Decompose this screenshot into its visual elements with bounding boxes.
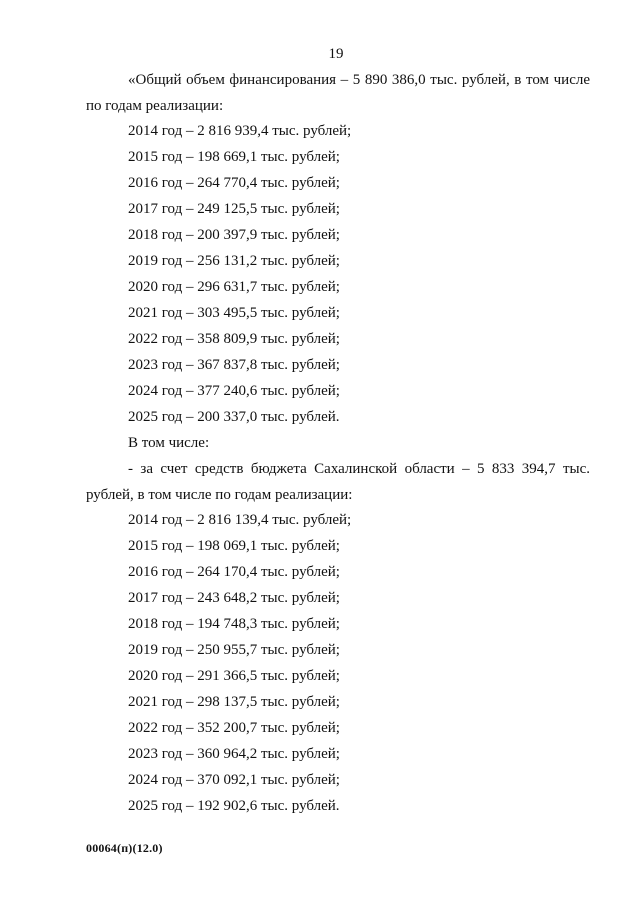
list-item: 2019 год – 250 955,7 тыс. рублей; xyxy=(128,642,340,658)
financing-intro-text: «Общий объем финансирования – 5 890 386,0 тыс. рублей, в том числе по годам реализации: xyxy=(86,72,590,114)
financing-intro xyxy=(86,67,590,119)
list-item: 2015 год – 198 069,1 тыс. рублей; xyxy=(128,538,340,554)
list-item: 2020 год – 296 631,7 тыс. рублей; xyxy=(128,279,340,295)
document-code: 00064(п)(12.0) xyxy=(86,841,163,855)
list-item: 2022 год – 352 200,7 тыс. рублей; xyxy=(128,720,340,736)
list-item: 2024 год – 370 092,1 тыс. рублей; xyxy=(128,772,340,788)
page-number: 19 xyxy=(328,46,344,62)
list-item: 2020 год – 291 366,5 тыс. рублей; xyxy=(128,668,340,684)
list-item: 2024 год – 377 240,6 тыс. рублей; xyxy=(128,383,340,399)
list-item: 2018 год – 200 397,9 тыс. рублей; xyxy=(128,227,340,243)
list-item: 2015 год – 198 669,1 тыс. рублей; xyxy=(128,149,340,165)
list-item: 2021 год – 298 137,5 тыс. рублей; xyxy=(128,694,340,710)
list-item: 2016 год – 264 170,4 тыс. рублей; xyxy=(128,564,340,580)
in-that-label: В том числе: xyxy=(128,435,210,451)
list-item: 2017 год – 249 125,5 тыс. рублей; xyxy=(128,201,340,217)
regional-by-year-list xyxy=(86,507,590,819)
list-item: 2021 год – 303 495,5 тыс. рублей; xyxy=(128,305,340,321)
list-item: 2014 год – 2 816 939,4 тыс. рублей; xyxy=(128,123,352,139)
list-item: 2016 год – 264 770,4 тыс. рублей; xyxy=(128,175,340,191)
list-item: 2025 год – 200 337,0 тыс. рублей. xyxy=(128,409,340,425)
list-item: 2022 год – 358 809,9 тыс. рублей; xyxy=(128,331,340,347)
regional-budget-text: - за счет средств бюджета Сахалинской области – 5 833 394,7 тыс. рублей, в том числе по годам реализации: xyxy=(86,461,590,503)
in-that-section xyxy=(86,430,590,456)
list-item: 2023 год – 367 837,8 тыс. рублей; xyxy=(128,357,340,373)
list-item: 2014 год – 2 816 139,4 тыс. рублей; xyxy=(128,512,352,528)
list-item: 2023 год – 360 964,2 тыс. рублей; xyxy=(128,746,340,762)
list-item: 2019 год – 256 131,2 тыс. рублей; xyxy=(128,253,340,269)
list-item: 2017 год – 243 648,2 тыс. рублей; xyxy=(128,590,340,606)
regional-budget-section xyxy=(86,456,590,508)
total-by-year-list xyxy=(86,118,590,430)
list-item: 2018 год – 194 748,3 тыс. рублей; xyxy=(128,616,340,632)
list-item: 2025 год – 192 902,6 тыс. рублей. xyxy=(128,798,340,814)
